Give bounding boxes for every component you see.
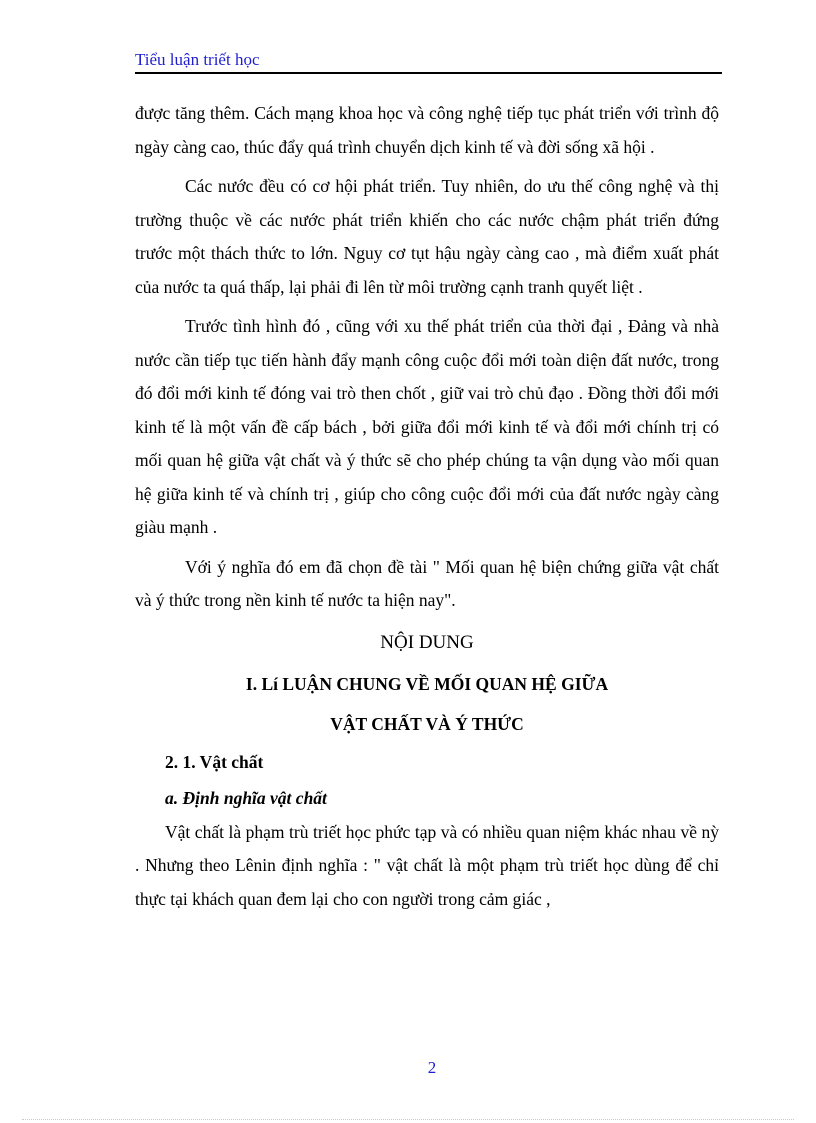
page-number: 2 xyxy=(427,1058,437,1077)
paragraph-1: được tăng thêm. Cách mạng khoa học và công nghệ tiếp tục phát triển với trình độ ngày càng cao, thúc đẩy quá trình chuyển dịch kinh tế và đời sống xã hội . xyxy=(135,103,719,157)
section-title: NỘI DUNG xyxy=(380,631,474,653)
paragraph-2: Các nước đều có cơ hội phát triển. Tuy nhiên, do ưu thế công nghệ và thị trường thuộc về các nước phát triển khiến cho các nước chậm phát triển đứng trước một thách thức to lớn. Nguy cơ tụt hậu ngày càng cao , mà điểm xuất phát của nước ta quá thấp, lại phải đi lên từ môi trường cạnh tranh quyết liệt . xyxy=(135,176,719,297)
sub-heading: 2. 1. Vật chất xyxy=(165,751,264,772)
chapter-title-line-2: VẬT CHẤT VÀ Ý THỨC xyxy=(330,713,524,734)
chapter-title-line-1: I. Lí LUẬN CHUNG VỀ MỐI QUAN HỆ GIỮA xyxy=(245,673,609,694)
paragraph-4: Với ý nghĩa đó em đã chọn đề tài " Mối quan hệ biện chứng giữa vật chất và ý thức trong nền kinh tế nước ta hiện nay". xyxy=(135,556,719,610)
document-body xyxy=(135,97,719,916)
page-bottom-divider xyxy=(22,1119,794,1120)
paragraph-5: Vật chất là phạm trù triết học phức tạp và có nhiều quan niệm khác nhau về nỳ . Nhưng theo Lênin định nghĩa : " vật chất là một phạm trù triết học dùng để chỉ thực tại khách quan đem lại cho con người trong cảm giác , xyxy=(135,821,719,909)
paragraph-3: Trước tình hình đó , cũng với xu thế phát triển của thời đại , Đảng và nhà nước cần tiếp tục tiến hành đẩy mạnh công cuộc đổi mới toàn diện đất nước, trong đó đổi mới kinh tế đóng vai trò then chốt , giữ vai trò chủ đạo . Đồng thời đổi mới kinh tế là một vấn đề cấp bách , bởi giữa đổi mới kinh tế và đổi mới chính trị có mối quan hệ giữa vật chất và ý thức sẽ cho phép chúng ta vận dụng vào mối quan hệ giữa kinh tế và chính trị , giúp cho công cuộc đổi mới của đất nước ngày càng giàu mạnh . xyxy=(135,316,719,537)
sub-sub-heading: a. Định nghĩa vật chất xyxy=(165,787,327,808)
section-gap xyxy=(135,618,719,626)
page-header xyxy=(135,48,722,74)
header-title: Tiểu luận triết học xyxy=(135,50,260,69)
